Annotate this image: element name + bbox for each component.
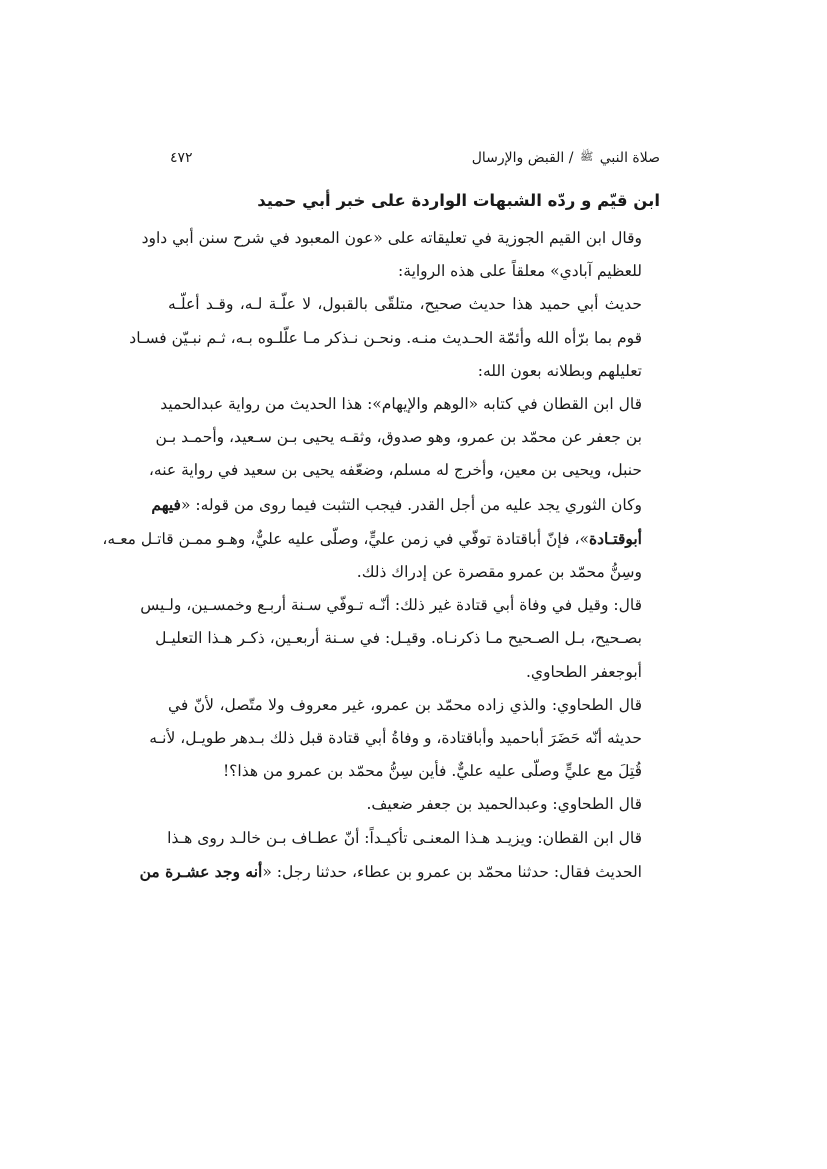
book-page — [102, 150, 660, 889]
text-line: قال الطحاوي: وعبدالحميد بن جعفر ضعيف. — [366, 795, 642, 814]
honorific-glyph-icon: ﷺ — [579, 150, 594, 163]
paragraph — [149, 689, 660, 789]
text-line — [151, 488, 660, 522]
paragraph — [141, 222, 660, 288]
text-line: أبوجعفر الطحاوي. — [525, 662, 642, 681]
text-line — [102, 522, 660, 556]
paragraph — [140, 589, 660, 689]
text-fragment: »، فإنّ أباقتادة توفّي في زمن عليٍّ، وصلّى عليه عليٌّ، وهـو ممـن قاتـل معـه، — [102, 529, 589, 548]
section-heading: ابن قيّم و ردّه الشبهات الواردة على خبر أبي حميد — [257, 191, 660, 210]
text-line: تعليلهم وبطلانه بعون الله: — [477, 361, 642, 380]
text-line: قوم بما برّأه الله وأئمّة الحـديث منـه. ونحـن نـذكر مـا علّلـوه بـه، ثـم نبـيّن فسـاد — [129, 328, 642, 347]
text-line: للعظيم آبادي» معلقاً على هذه الرواية: — [398, 262, 642, 281]
text-line: وسِنُّ محمّد بن عمرو مقصرة عن إدراك ذلك. — [356, 563, 642, 582]
text-line: بصـحيح، بـل الصـحيح مـا ذكرنـاه. وقيـل: في سـنة أربعـين، ذكـر هـذا التعليـل — [155, 629, 642, 648]
paragraph — [102, 388, 660, 589]
bold-quote: فيهم — [151, 494, 181, 514]
text-line: حديث أبي حميد هذا حديث صحيح، متلقّى بالقبول، لا علّـة لـه، وقـد أعلّـه — [168, 295, 642, 314]
running-header-title — [472, 150, 660, 166]
text-line: حنبل، ويحيى بن معين، وأخرج له مسلم، وضعّفه يحيى بن سعيد في رواية عنه، — [148, 461, 642, 480]
paragraph — [139, 822, 660, 889]
text-line: وقال ابن القيم الجوزية في تعليقاته على «عون المعبود في شرح سنن أبي داود — [141, 229, 642, 247]
text-fragment: الحديث فقال: حدثنا محمّد بن عمرو بن عطاء، حدثنا رجل: « — [262, 862, 642, 881]
book-title-part2: / القبض والإرسال — [471, 150, 574, 166]
text-line: قال: وقيل في وفاة أبي قتادة غير ذلك: أنّـه تـوفّي سـنة أربـع وخمسـين، ولـيس — [140, 596, 642, 615]
body-text — [102, 222, 660, 889]
paragraph — [129, 288, 660, 388]
text-line: قال ابن القطان: ويزيـد هـذا المعنـى تأكيـداً: أنّ عطـاف بـن خالـد روى هـذا — [167, 828, 642, 847]
book-title-part1: صلاة النبي — [599, 150, 660, 166]
text-line: حديثه أنّه حَضَرَ أباحميد وأباقتادة، و وفاةُ أبي قتادة قبل ذلك بـدهر طويـل، لأنـه — [149, 729, 642, 748]
paragraph — [168, 788, 660, 821]
text-line: قال ابن القطان في كتابه «الوهم والإيهام»: هذا الحديث من رواية عبدالحميد — [160, 395, 642, 414]
bold-quote: أبوقتـادة — [588, 528, 642, 548]
text-line — [139, 855, 660, 889]
text-line: قال الطحاوي: والذي زاده محمّد بن عمرو، غير معروف ولا متّصل، لأنّ في — [168, 695, 642, 714]
bold-quote: أنه وجد عشـرة من — [139, 861, 263, 881]
text-line: بن جعفر عن محمّد بن عمرو، وهو صدوق، وثقـه يحيى بـن سـعيد، وأحمـد بـن — [155, 428, 642, 447]
page-number: ٤٧٢ — [170, 150, 193, 166]
text-fragment: وكان الثوري يجد عليه من أجل القدر. فيجب التثبت فيما روى من قوله: « — [180, 495, 642, 514]
running-header — [168, 150, 660, 176]
text-line: قُتِلَ مع عليٍّ وصلّى عليه عليٌّ. فأين سِنُّ محمّد بن عمرو من هذا؟! — [222, 762, 642, 781]
